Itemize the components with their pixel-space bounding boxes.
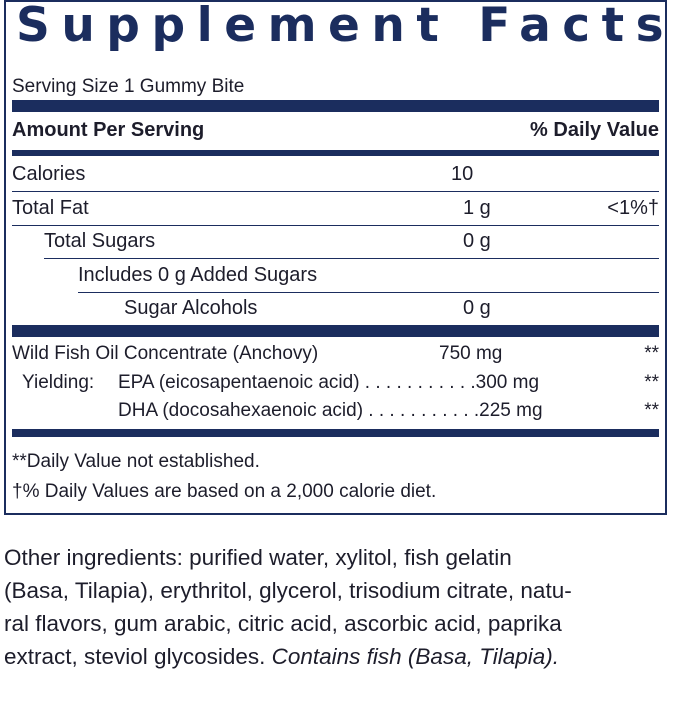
epa-dv: ** bbox=[644, 372, 659, 393]
row-divider bbox=[44, 258, 659, 259]
panel-title: Supplement Facts bbox=[16, 0, 676, 53]
row-divider bbox=[12, 225, 659, 226]
thick-divider bbox=[12, 100, 659, 112]
total-fat-amount: 1 g bbox=[463, 197, 491, 219]
thick-divider bbox=[12, 325, 659, 337]
dha-dv: ** bbox=[644, 400, 659, 421]
other-ingredients-line: ral flavors, gum arabic, citric acid, ascorbic acid, paprika bbox=[4, 611, 562, 636]
amount-per-serving-header: Amount Per Serving bbox=[12, 119, 205, 141]
total-fat-label: Total Fat bbox=[12, 197, 89, 219]
epa-line: EPA (eicosapentaenoic acid) . . . . . . . . . . .300 mg bbox=[118, 372, 540, 393]
sugar-alcohols-amount: 0 g bbox=[463, 297, 491, 319]
dha-line: DHA (docosahexaenoic acid) . . . . . . . . . . .225 mg bbox=[118, 400, 543, 421]
other-ingredients-line: Other ingredients: purified water, xylitol, fish gelatin bbox=[4, 545, 512, 570]
fish-oil-label: Wild Fish Oil Concentrate (Anchovy) bbox=[12, 343, 319, 364]
medium-divider bbox=[12, 150, 659, 156]
allergen-statement: Contains fish (Basa, Tilapia). bbox=[271, 644, 560, 669]
other-ingredients-line: (Basa, Tilapia), erythritol, glycerol, trisodium citrate, natu- bbox=[4, 578, 572, 603]
fish-oil-dv: ** bbox=[644, 343, 659, 364]
footnote-dv-not-established: **Daily Value not established. bbox=[12, 451, 260, 472]
daily-value-header: % Daily Value bbox=[530, 119, 659, 141]
sugar-alcohols-label: Sugar Alcohols bbox=[124, 297, 258, 319]
other-ingredients-line bbox=[4, 640, 674, 673]
other-ingredients bbox=[4, 541, 674, 673]
calories-amount: 10 bbox=[451, 163, 474, 185]
footnote-dv-basis: †% Daily Values are based on a 2,000 calorie diet. bbox=[12, 481, 437, 502]
total-sugars-amount: 0 g bbox=[463, 230, 491, 252]
total-fat-dv: <1%† bbox=[607, 197, 659, 219]
calories-label: Calories bbox=[12, 163, 86, 185]
row-divider bbox=[12, 191, 659, 192]
supplement-facts-panel bbox=[4, 0, 676, 515]
medium-divider bbox=[12, 429, 659, 437]
yielding-label: Yielding: bbox=[22, 372, 95, 393]
row-divider bbox=[78, 292, 659, 293]
total-sugars-label: Total Sugars bbox=[44, 230, 156, 252]
added-sugars-label: Includes 0 g Added Sugars bbox=[78, 264, 318, 286]
other-ingredients-text: extract, steviol glycosides. bbox=[4, 644, 272, 669]
fish-oil-amount: 750 mg bbox=[439, 343, 503, 364]
serving-size: Serving Size 1 Gummy Bite bbox=[12, 76, 245, 97]
